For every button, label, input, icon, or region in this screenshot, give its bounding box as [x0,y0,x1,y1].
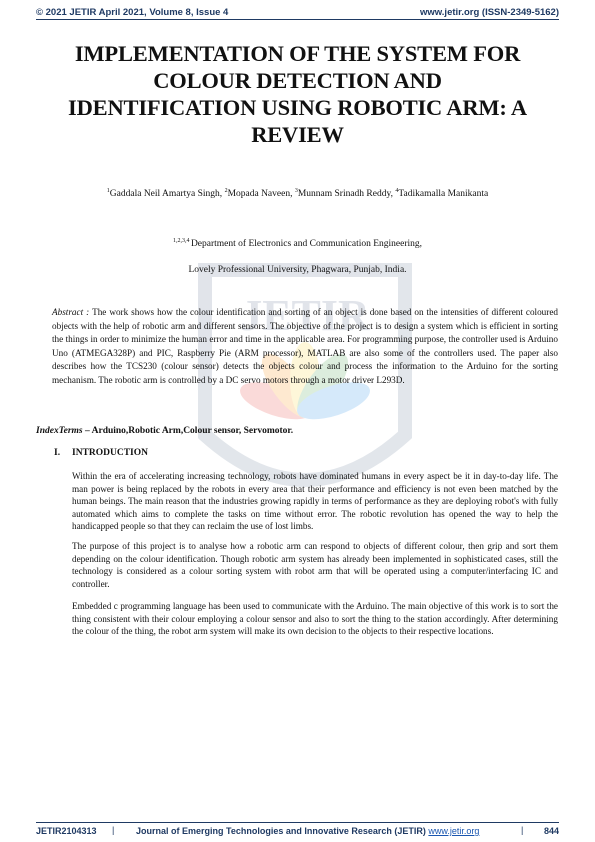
affiliation-department [40,238,555,249]
title-line: COLOUR DETECTION AND [153,68,442,93]
title-line: IDENTIFICATION USING ROBOTIC ARM: A [68,95,527,120]
author-sup: 1 [106,188,110,194]
footer-separator: | [521,825,524,835]
author-name: Munnam Srinadh Reddy, [297,189,396,199]
section-title: INTRODUCTION [72,448,149,458]
abstract-label: Abstract : [52,307,93,317]
department-name: Department of Electronics and Communication Engineering, [190,239,423,249]
running-footer [36,826,559,838]
index-terms-label: IndexTerms [36,426,83,436]
watermark-text: JETIR [240,291,370,340]
index-terms [36,426,293,436]
body-paragraph: Within the era of accelerating increasing technology, robots have dominated humans in every aspect be it in day-to-day life. The man power is being replaced by the robots in every area that their performance and efficiency is not even been matched by the human beings. The main reason that the industries growing rapidly in terms of performance as they are deploying robot's with fully automated which aims to complete the tasks on time without error. The robotic revolution has opened the way to help the handicapped people so that they can reclaim the use of lost limbs. [72,471,558,532]
affiliation-sup: 1,2,3,4 [172,238,191,244]
author-name: Gaddala Neil Amartya Singh, [109,189,225,199]
footer-rule [36,822,559,823]
abstract-text: The work shows how the colour identification and sorting of an object is done based on the intensities of different coloured objects with the help of robotic arm and different sensors. The objective of the project is to design a system which is efficient in sorting the things in order to minimize the human error and time in the applicable area. For programming purpose, the controller used is Arduino Uno (ATMEGA328P) and PIC, Raspberry Pie (ARM processor), MATLAB are also some of the controllers used. The paper also describes how the TCS230 (colour sensor) detects the objects colour and process the information to the Arduino for the sorting mechanism. The robotic arm is controlled by a DC servo motors through a motor driver L293D. [52,307,559,385]
running-header [36,7,559,19]
header-right: www.jetir.org (ISSN-2349-5162) [419,7,559,18]
header-left: © 2021 JETIR April 2021, Volume 8, Issue 4 [36,7,229,18]
author-sup: 2 [224,188,228,194]
journal-link[interactable]: www.jetir.org [428,826,480,836]
body-paragraph: The purpose of this project is to analyse how a robotic arm can respond to objects of different colour, then grip and sort them depending on the colour identification. Though robotic arm system has already been implemented in sophisticated cases, still the technology is considered as a colour sorting system with robot arm that will be operated using a computer/interfacing IC and controller. [72,541,558,589]
paper-id: JETIR2104313 [36,826,97,836]
footer-separator: | [112,825,115,835]
body-paragraph: Embedded c programming language has been used to communicate with the Arduino. The main objective of this work is to sort the thing consistent with their colour employing a colour sensor and also to sort the thing to the station accordingly. After determining the colour of the thing, the robot arm system will make its own decision to the objects to their respective locations. [72,601,558,637]
paper-title [30,40,565,148]
author-sup: 3 [294,188,298,194]
section-heading [54,448,148,458]
author-name: Mopada Naveen, [227,189,295,199]
abstract [52,306,558,387]
author-list [40,188,555,199]
author-sup: 4 [395,188,399,194]
journal-name [136,826,479,836]
index-terms-value: – Arduino,Robotic Arm,Colour sensor, Servomotor. [82,426,294,436]
title-line: REVIEW [251,122,344,147]
journal-title: Journal of Emerging Technologies and Innovative Research (JETIR) [136,826,429,836]
author-name: Tadikamalla Manikanta [398,189,489,199]
header-rule [36,19,559,20]
title-line: IMPLEMENTATION OF THE SYSTEM FOR [74,41,521,66]
page-number: 844 [543,826,559,836]
affiliation-university: Lovely Professional University, Phagwara, Punjab, India. [188,265,407,275]
section-number: I. [54,448,61,458]
